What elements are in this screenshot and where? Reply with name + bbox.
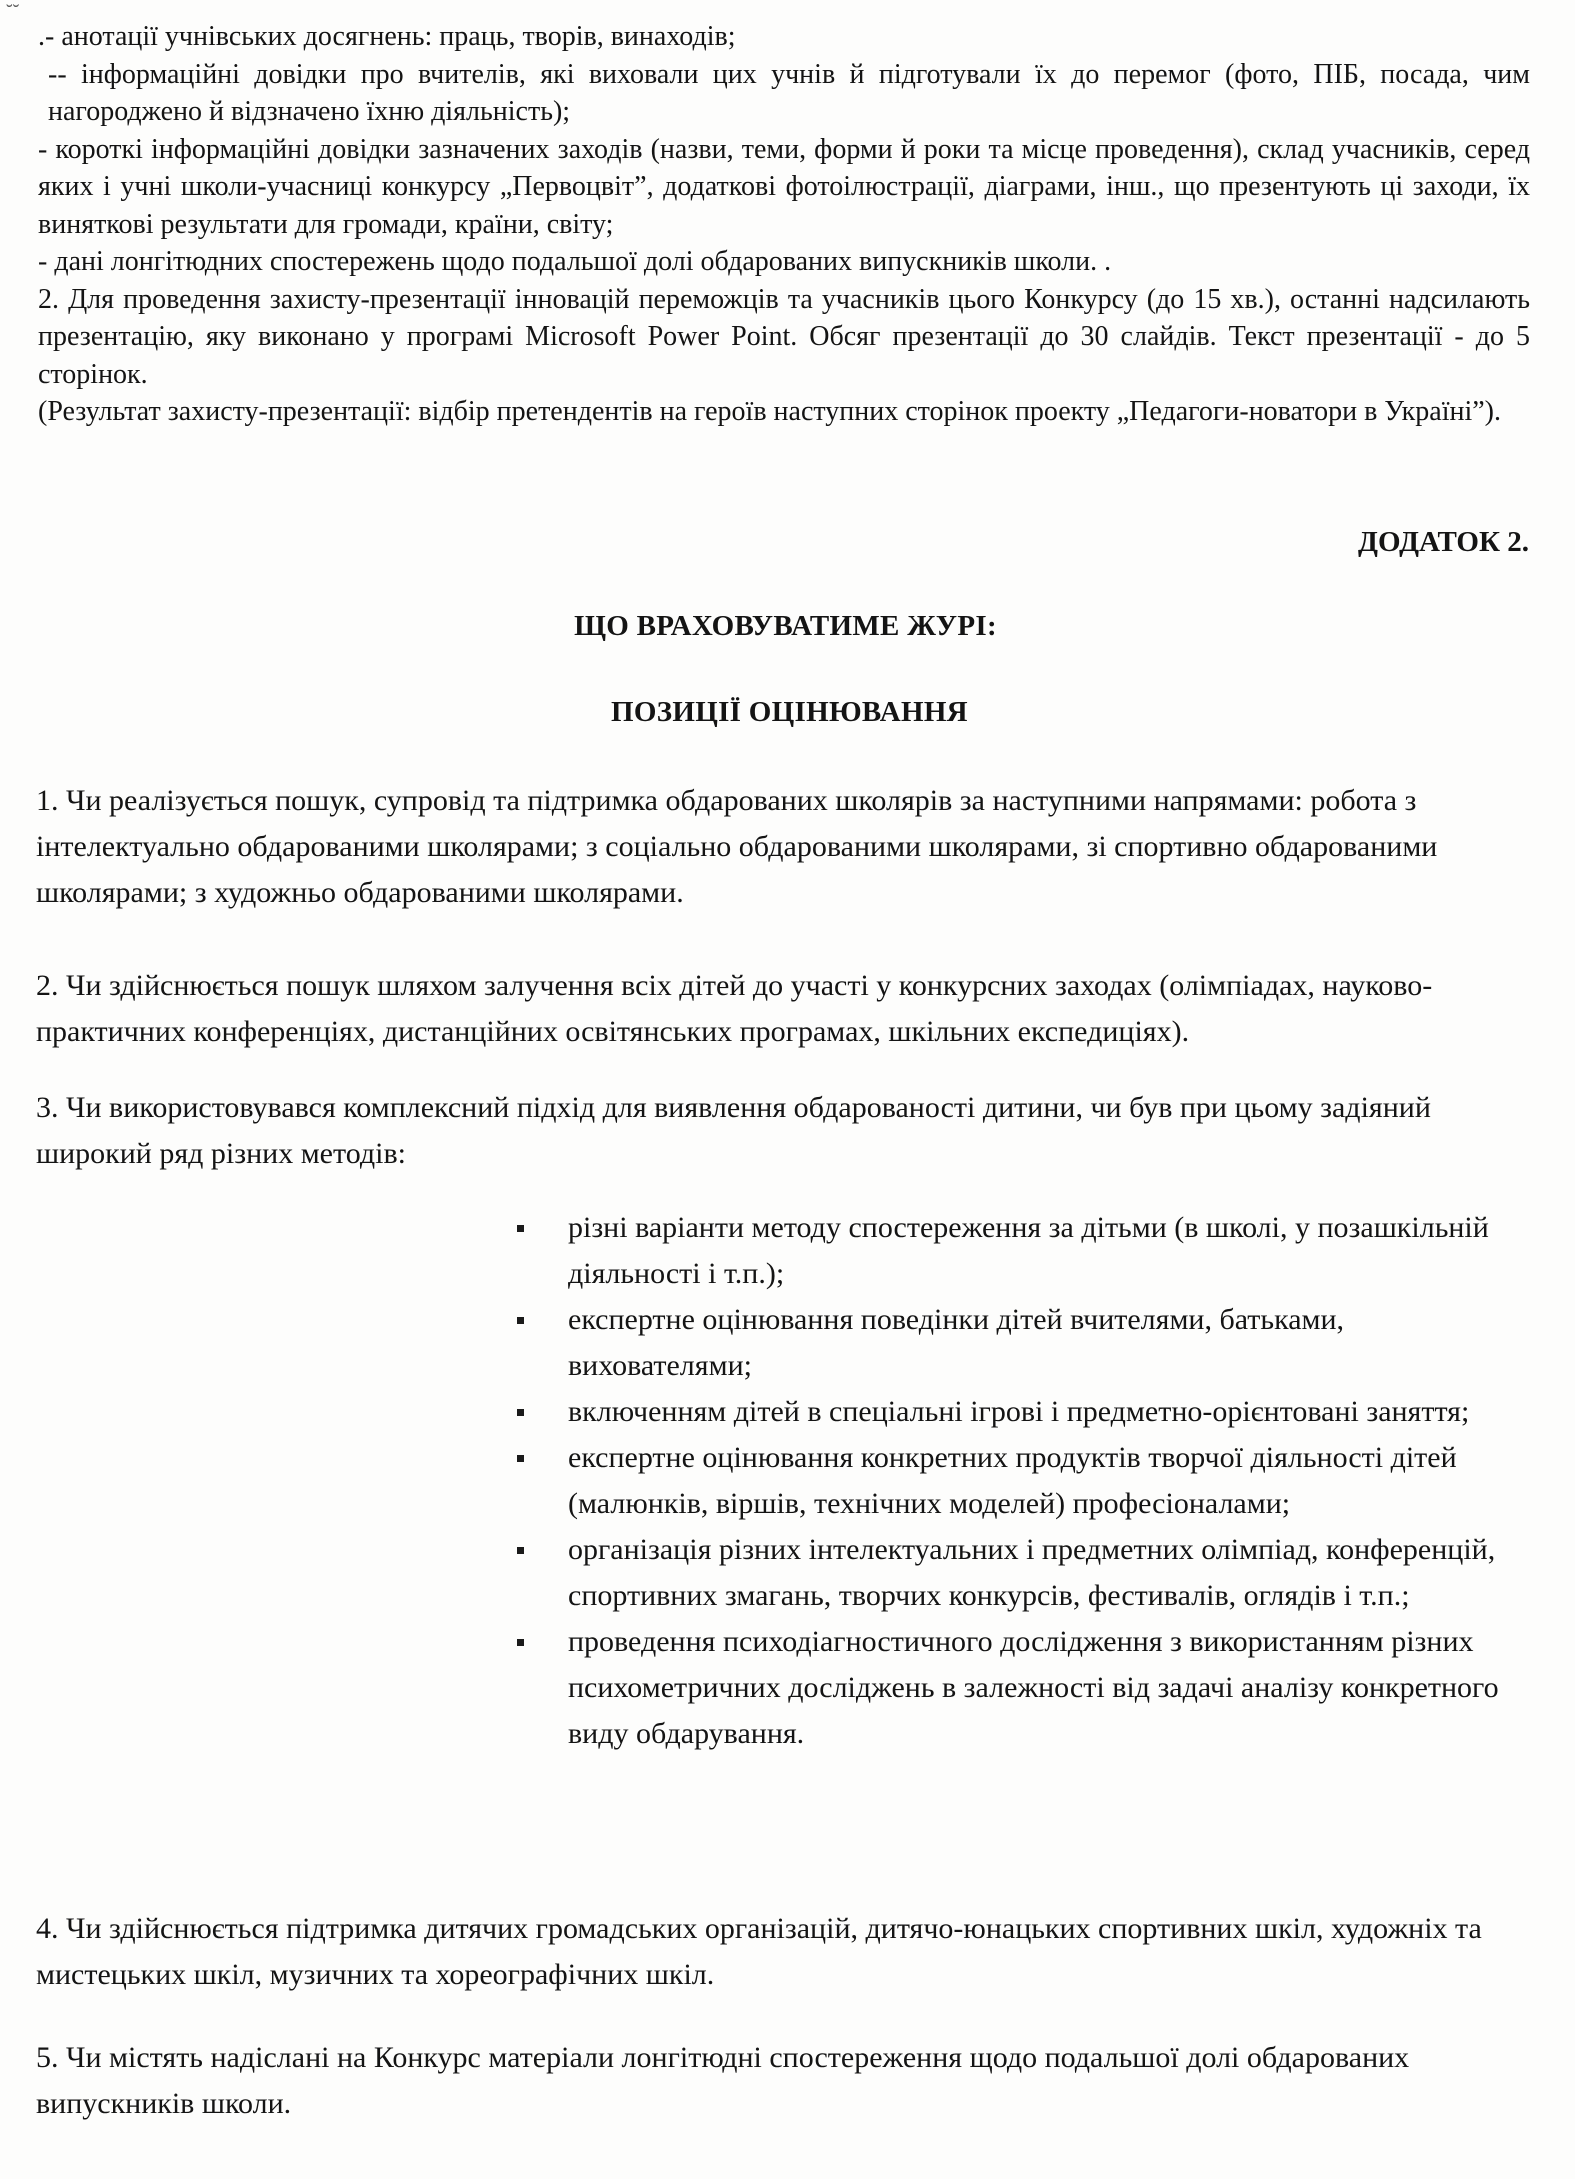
criterion-2-text: 2. Чи здійснюється пошук шляхом залучення всіх дітей до участі у конкурсних заходах (олімпіадах, науково-практичних конференціях, дистанційних освітянських програмах, шкільних експедиціях). (36, 969, 1433, 1048)
criterion-2 (36, 963, 1536, 1055)
criterion-1 (36, 778, 1536, 916)
intro-line-1: .- анотації учнівських досягнень: праць, творів, винаходів; (38, 21, 736, 52)
bullet-icon (517, 1317, 524, 1324)
intro-result-note: (Результат захисту-презентації: відбір претендентів на героїв наступних сторінок проекту „Педагоги-новатори в Україні”). (38, 396, 1501, 427)
criterion-1-text: 1. Чи реалізується пошук, супровід та підтримка обдарованих школярів за наступними напрямами: робота з інтелектуально обдарованими школярами; з соціально обдарованими школярами, зі спортивно обдарованими школярами; з художньо обдарованими школярами. (36, 784, 1438, 909)
list-item-text: різні варіанти методу спостереження за дітьми (в школі, у позашкільній діяльності і т.п.); (568, 1211, 1489, 1290)
criterion-3-text: 3. Чи використовувався комплексний підхід для виявлення обдарованості дитини, чи був при цьому задіяний широкий ряд різних методів: (36, 1091, 1431, 1170)
list-item (518, 1619, 1528, 1757)
criterion-5-text: 5. Чи містять надіслані на Конкурс матеріали лонгітюдні спостереження щодо подальшої долі обдарованих випускників школи. (36, 2041, 1410, 2120)
bullet-icon (517, 1455, 524, 1462)
evaluation-heading: ПОЗИЦІЇ ОЦІНЮВАННЯ (611, 696, 968, 728)
criterion-3 (36, 1085, 1536, 1177)
criterion-4 (36, 1906, 1536, 1998)
list-item (518, 1297, 1528, 1389)
list-item-text: проведення психодіагностичного дослідження з використанням різних психометричних досліджень в залежності від задачі аналізу конкретного виду обдарування. (568, 1625, 1499, 1750)
bullet-icon (517, 1409, 524, 1416)
jury-heading: ЩО ВРАХОВУВАТИМЕ ЖУРІ: (574, 610, 997, 642)
list-item-text: експертне оцінювання конкретних продуктів творчої діяльності дітей (малюнків, віршів, технічних моделей) професіоналами; (568, 1441, 1457, 1520)
intro-line-3: - короткі інформаційні довідки зазначених заходів (назви, теми, форми й роки та місце проведення), склад учасників, серед яких і учні школи-учасниці конкурсу „Первоцвіт”, додаткові фотоілюстрації, діаграми, інш., що презентують ці заходи, їх виняткові результати для громади, країни, світу; (38, 133, 1530, 240)
criterion-4-text: 4. Чи здійснюється підтримка дитячих громадських організацій, дитячо-юнацьких спортивних шкіл, художніх та мистецьких шкіл, музичних та хореографічних шкіл. (36, 1912, 1482, 1991)
list-item (518, 1205, 1528, 1297)
bullet-icon (517, 1639, 524, 1646)
bullet-icon (517, 1225, 524, 1232)
list-item (518, 1527, 1528, 1619)
appendix-label: ДОДАТОК 2. (1358, 526, 1529, 558)
criterion-3-methods-list (518, 1205, 1528, 1757)
intro-line-2: -- інформаційні довідки про вчителів, які виховали цих учнів й підготували їх до перемог (фото, ПІБ, посада, чим нагороджено й відзначено їхню діяльність); (48, 58, 1530, 127)
list-item-text: організація різних інтелектуальних і предметних олімпіад, конференцій, спортивних змагань, творчих конкурсів, фестивалів, оглядів і т.п.; (568, 1533, 1496, 1612)
list-item (518, 1435, 1528, 1527)
list-item-text: експертне оцінювання поведінки дітей вчителями, батьками, вихователями; (568, 1303, 1345, 1382)
intro-line-4: - дані лонгітюдних спостережень щодо подальшої долі обдарованих випускників школи. . (38, 246, 1112, 277)
intro-item-2: 2. Для проведення захисту-презентації інновацій переможців та учасників цього Конкурсу (до 15 хв.), останні надсилають презентацію, яку виконано у програмі Microsoft Power Point. Обсяг презентації до 30 слайдів. Текст презентації - до 5 сторінок. (38, 283, 1530, 390)
scan-artifact: ˘˘ (6, 1, 20, 23)
intro-list (38, 18, 1530, 431)
list-item (518, 1389, 1528, 1435)
list-item-text: включенням дітей в спеціальні ігрові і предметно-орієнтовані заняття; (568, 1395, 1470, 1428)
bullet-icon (517, 1547, 524, 1554)
criterion-5 (36, 2035, 1536, 2127)
